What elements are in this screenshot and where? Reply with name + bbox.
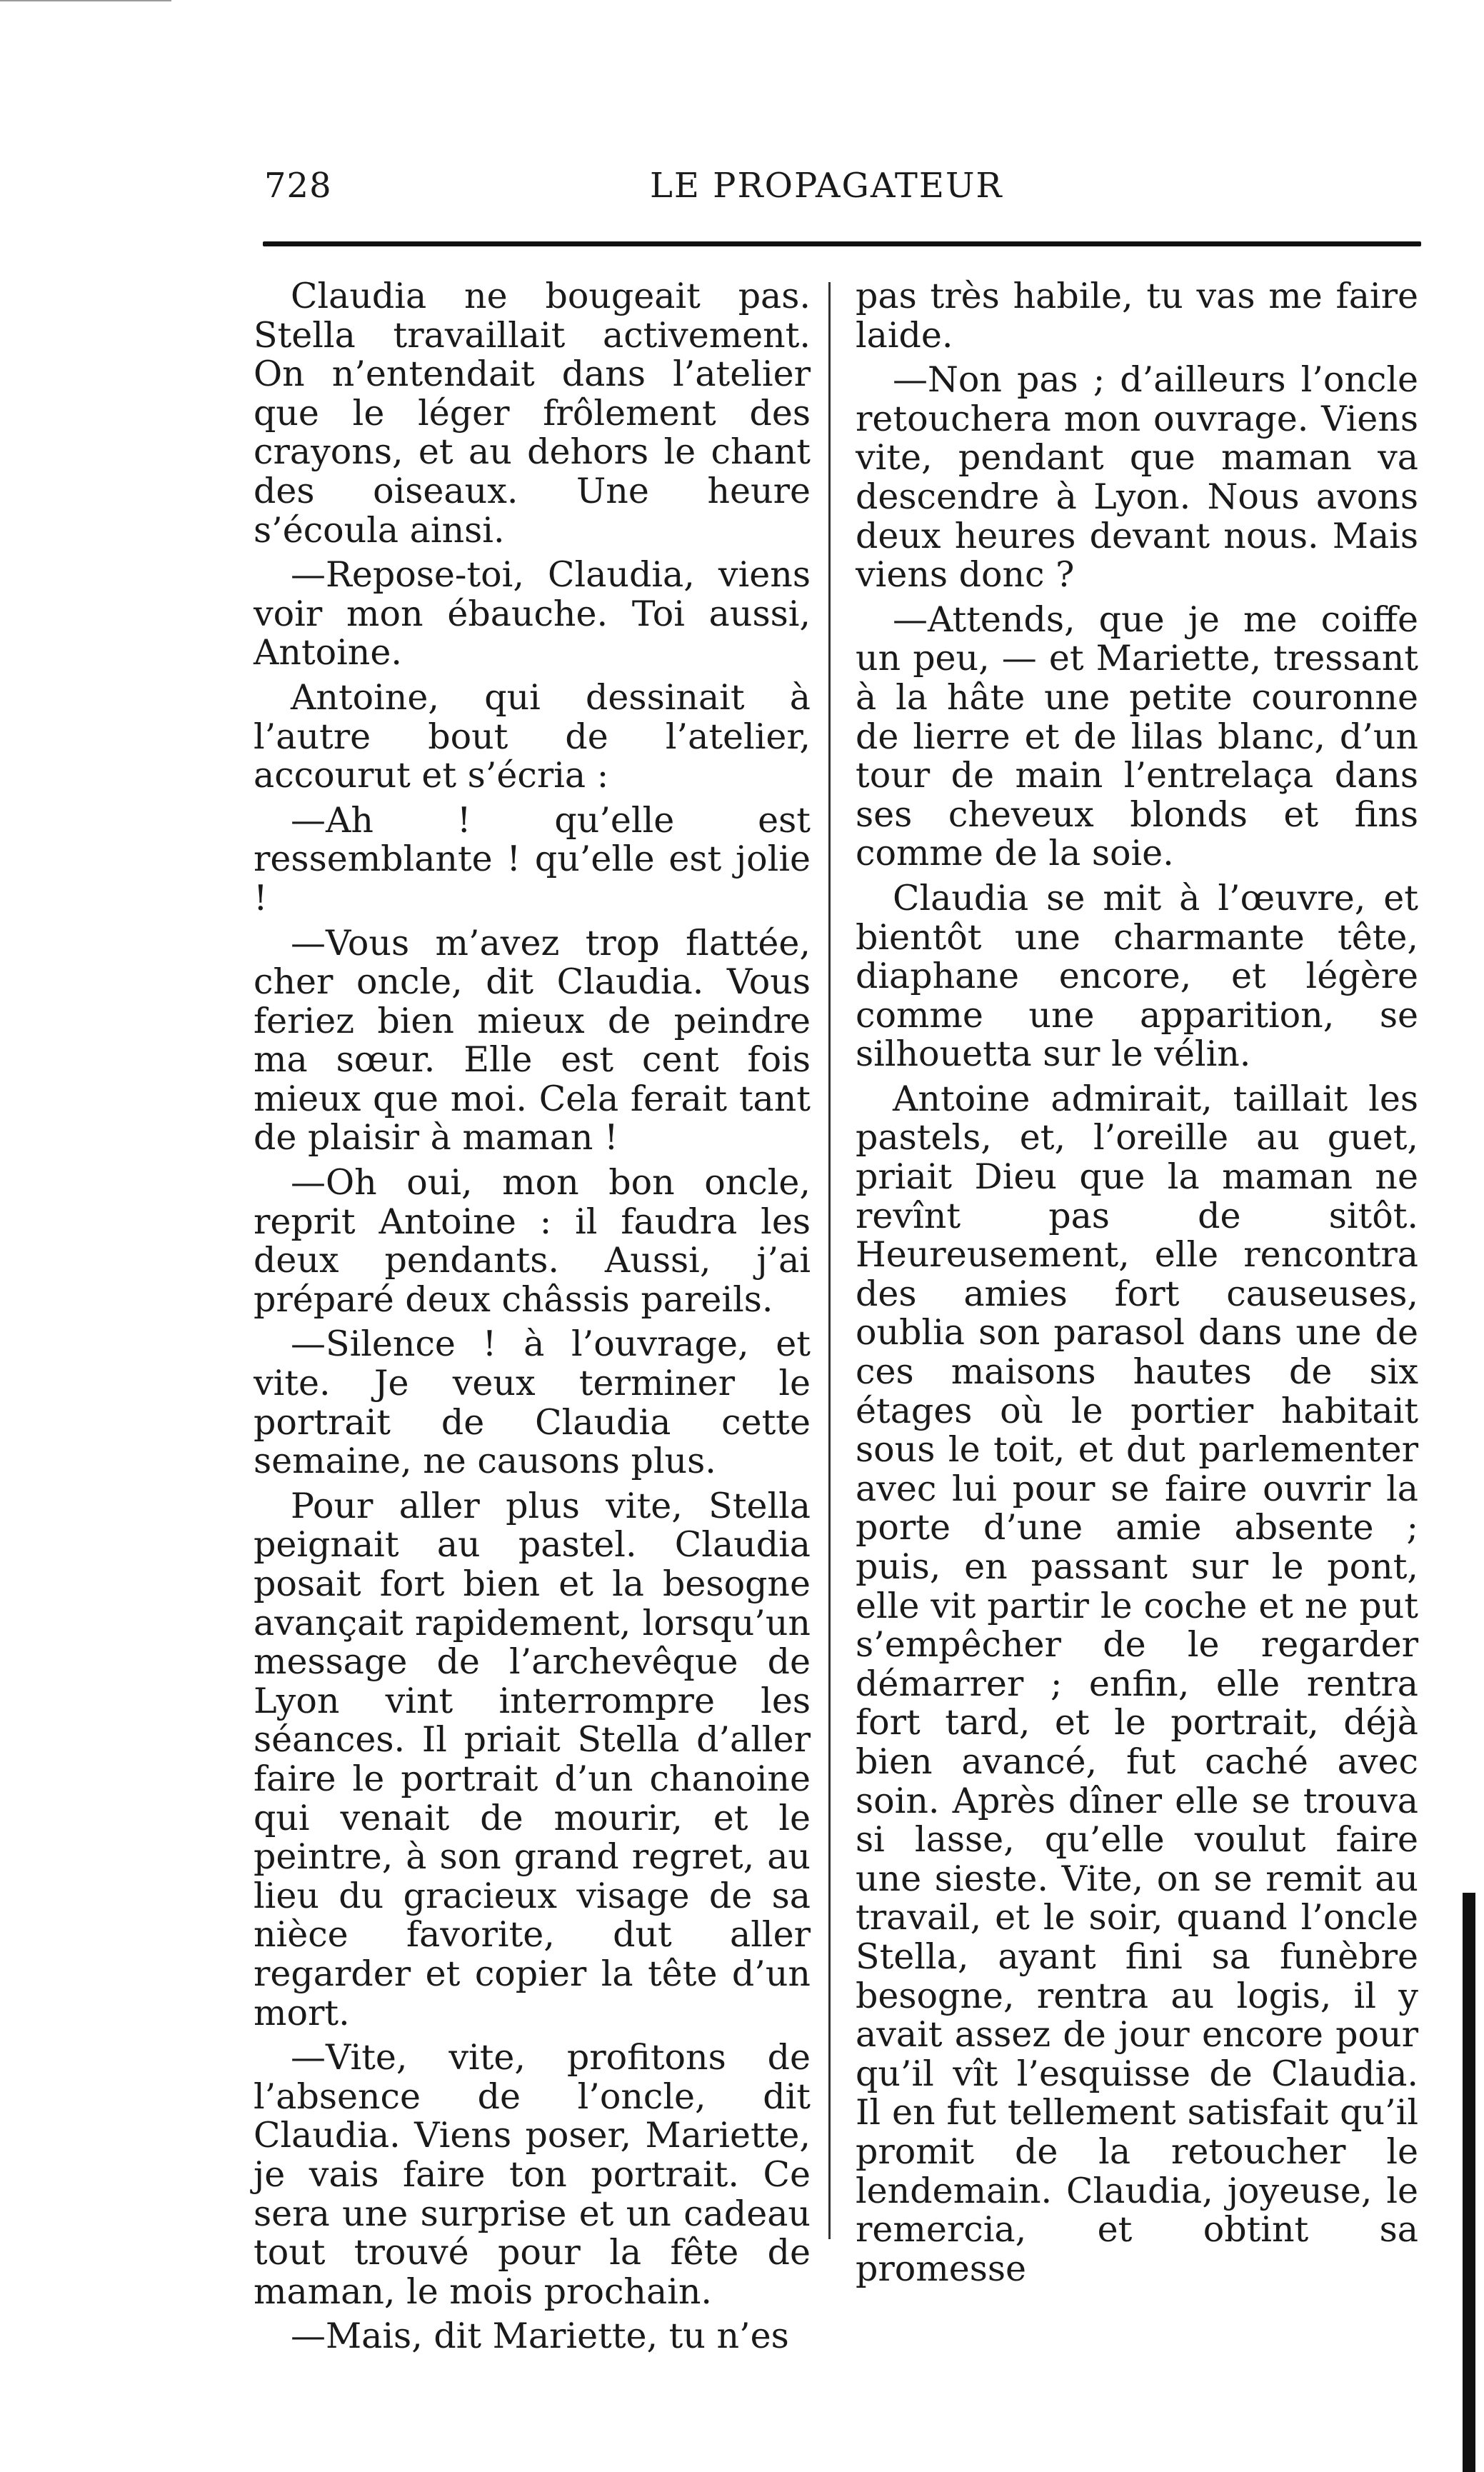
paragraph: —Ah ! qu’elle est ressemblante ! qu’elle est jolie ! [254,799,811,919]
page-header [264,166,1421,216]
scan-edge-bar [1463,1893,1475,2472]
paragraph: Pour aller plus vite, Stella peignait au pastel. Claudia posait fort bien et la besogne avançait rapidement, lorsqu’un message de l’archevêque de Lyon vint interrompre les séances. Il priait Stella d’aller faire le portrait d’un chanoine qui venait de mourir, et le peintre, à son grand regret, au lieu du gracieux visage de sa nièce favorite, dut aller regarder et copier la tête d’un mort. [254,1485,811,2033]
header-rule [263,241,1421,246]
paragraph: —Non pas ; d’ailleurs l’oncle retouchera mon ouvrage. Viens vite, pendant que maman va descendre à Lyon. Nous avons deux heures devant nous. Mais viens donc ? [856,359,1418,596]
paragraph: Antoine, qui dessinait à l’autre bout de l’atelier, accourut et s’écria : [254,676,811,796]
left-column [254,277,811,2362]
paragraph: —Mais, dit Mariette, tu n’es [291,2316,789,2357]
column-divider [828,282,831,2239]
paragraph: —Attends, que je me coiffe un peu, — et Mariette, tressant à la hâte une petite couronne de lierre et de lilas blanc, d’un tour de main l’entrelaça dans ses cheveux blonds et fins comme de la soie. [856,599,1418,874]
paragraph: —Silence ! à l’ouvrage, et vite. Je veux terminer le portrait de Claudia cette semaine, ne causons plus. [254,1323,811,1482]
paragraph: Claudia ne bougeait pas. Stella travaillait activement. On n’entendait dans l’atelier que le léger frôlement des crayons, et au dehors le chant des oiseaux. Une heure s’écoula ainsi. [254,276,811,551]
right-column [856,277,1418,2294]
paragraph: Antoine admirait, taillait les pastels, et, l’oreille au guet, priait Dieu que la maman ne revînt pas de sitôt. Heureusement, elle rencontra des amies fort causeuses, oublia son parasol dans une de ces maisons hautes de six étages où le portier habitait sous le toit, et dut parlementer avec lui pour se faire ouvrir la porte d’une amie absente ; puis, en passant sur le pont, elle vit partir le coche et ne put s’empêcher de le regarder démarrer ; enfin, elle rentra fort tard, et le portrait, déjà bien avancé, fut caché avec soin. Après dîner elle se trouva si lasse, qu’elle voulut faire une sieste. Vite, on se remit au travail, et le soir, quand l’oncle Stella, ayant fini sa funèbre besogne, rentra au logis, il y avait assez de jour encore pour qu’il vît l’esquisse de Claudia. Il en fut tellement satisfait qu’il promit de la retoucher le lendemain. Claudia, joyeuse, le remercia, et obtint sa promesse [856,1078,1418,2289]
running-title: LE PROPAGATEUR [650,166,1003,206]
scan-top-rule [0,0,171,1]
paragraph: Claudia se mit à l’œuvre, et bientôt une charmante tête, diaphane encore, et légère comme une apparition, se silhouetta sur le vélin. [856,877,1418,1075]
paragraph-continuation: pas très habile, tu vas me faire laide. [856,276,1418,356]
paragraph: —Vous m’avez trop flattée, cher oncle, dit Claudia. Vous feriez bien mieux de peindre ma sœur. Elle est cent fois mieux que moi. Cela ferait tant de plaisir à maman ! [254,922,811,1159]
paragraph: —Oh oui, mon bon oncle, reprit Antoine : il faudra les deux pendants. Aussi, j’ai préparé deux châssis pareils. [254,1162,811,1320]
paragraph: —Repose-toi, Claudia, viens voir mon ébauche. Toi aussi, Antoine. [254,554,811,674]
page-number: 728 [264,166,332,206]
paragraph: —Vite, vite, profitons de l’absence de l’oncle, dit Claudia. Viens poser, Mariette, je vais faire ton portrait. Ce sera une surprise et un cadeau tout trouvé pour la fête de maman, le mois prochain. [254,2037,811,2312]
